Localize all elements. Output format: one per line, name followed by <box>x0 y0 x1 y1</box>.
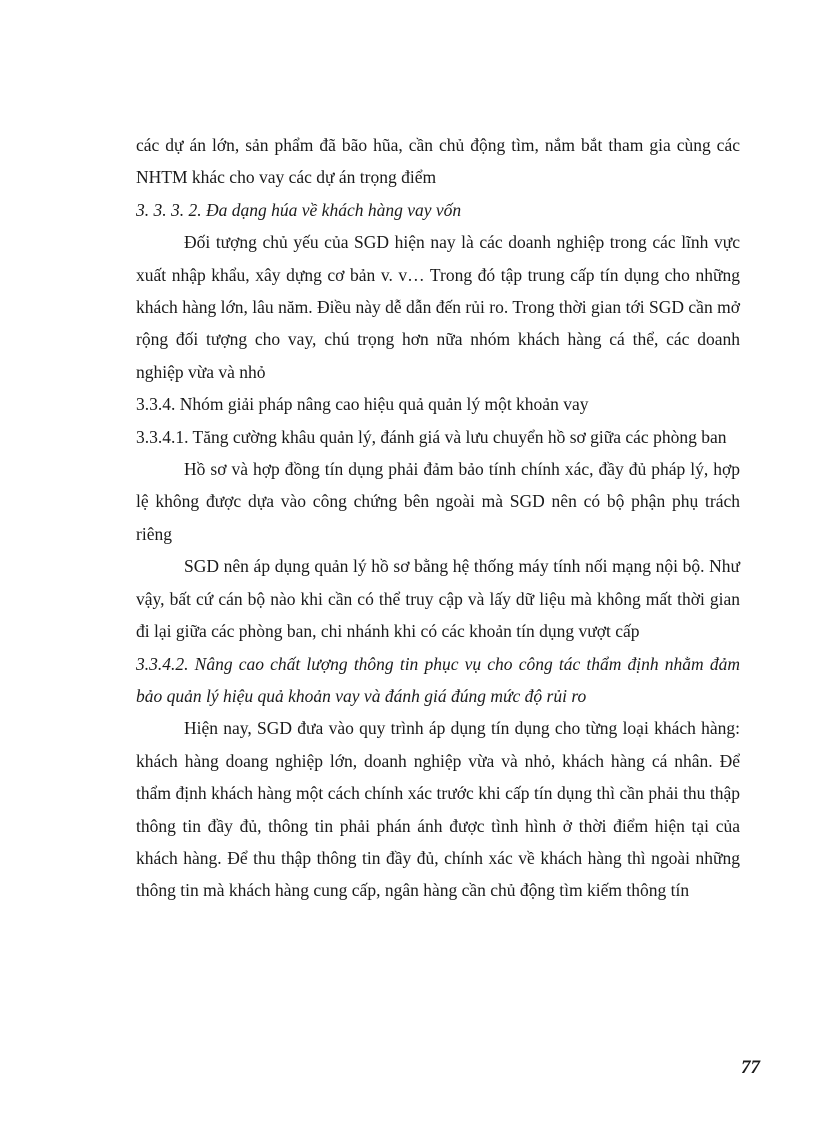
paragraph-computer-network: SGD nên áp dụng quản lý hồ sơ bằng hệ thống máy tính nối mạng nội bộ. Như vậy, bất cứ cán bộ nào khi cần có thể truy cập và lấy dữ liệu mà không mất thời gian đi lại giữa các phòng ban, chi nhánh khi có các khoản tín dụng vượt cấp <box>136 556 740 642</box>
page-number: 77 <box>741 1057 760 1078</box>
paragraph-information-quality: Hiện nay, SGD đưa vào quy trình áp dụng tín dụng cho từng loại khách hàng: khách hàng doang nghiệp lớn, doanh nghiệp vừa và nhỏ, khách hàng cá nhân. Để thẩm định khách hàng một cách chính xác trước khi cấp tín dụng thì cần phải thu thập thông tin đầy đủ, thông tin phải phán ánh được tình hình ở thời điểm hiện tại của khách hàng. Để thu thập thông tin đầy đủ, chính xác về khách hàng thì ngoài những thông tin mà khách hàng cung cấp, ngân hàng cần chủ động tìm kiếm thông tín <box>136 718 740 901</box>
section-heading-3-3-3-2: 3. 3. 3. 2. Đa dạng húa về khách hàng vay vốn <box>136 199 462 220</box>
paragraph-borrower-diversification: Đối tượng chủ yếu của SGD hiện nay là các doanh nghiệp trong các lĩnh vực xuất nhập khẩu, xây dựng cơ bản v. v… Trong đó tập trung cấp tín dụng cho những khách hàng lớn, lâu năm. Điều này dễ dẫn đến rủi ro. Trong thời gian tới SGD cần mở rộng đối tượng cho vay, chú trọng hơn nữa nhóm khách hàng cá thể, các doanh nghiệp vừa và nhỏ <box>136 232 740 382</box>
section-heading-3-3-4-2: 3.3.4.2. Nâng cao chất lượng thông tin phục vụ cho công tác thẩm định nhằm đảm bảo quản lý hiệu quả khoản vay và đánh giá đúng mức độ rủi ro <box>136 653 740 706</box>
page-body <box>136 129 740 907</box>
paragraph-continuation: các dự án lớn, sản phẩm đã bão hũa, cần chủ động tìm, nắm bắt tham gia cùng các NHTM khác cho vay các dự án trọng điểm <box>136 135 740 188</box>
section-heading-3-3-4-1: 3.3.4.1. Tăng cường khâu quản lý, đánh giá và lưu chuyển hồ sơ giữa các phòng ban <box>136 426 727 447</box>
section-heading-3-3-4: 3.3.4. Nhóm giải pháp nâng cao hiệu quả quản lý một khoản vay <box>136 394 589 415</box>
paragraph-credit-records: Hồ sơ và hợp đồng tín dụng phải đảm bảo tính chính xác, đầy đủ pháp lý, hợp lệ không được dựa vào công chứng bên ngoài mà SGD nên có bộ phận phụ trách riêng <box>136 459 740 544</box>
